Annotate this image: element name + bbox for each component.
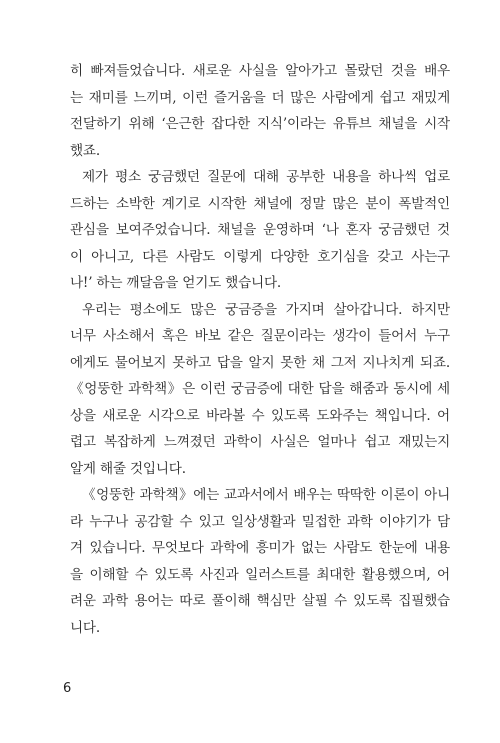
text-line: 전달하기 위해 ‘은근한 잡다한 지식’이라는 유튜브 채널을 시작 [70,116,450,132]
text-line: 니다. [70,619,100,636]
paragraph [70,297,450,483]
text-line: 나!’ 하는 깨달음을 얻기도 했습니다. [70,275,282,291]
text-line: 렵고 복잡하게 느껴졌던 과학이 사실은 얼마나 쉽고 재밌는지 [70,434,450,450]
text-line: 이 아니고, 다른 사람도 이렇게 다양한 호기심을 갖고 사는구 [70,248,450,265]
text-line: 했죠. [70,142,100,159]
text-line: 너무 사소해서 혹은 바보 같은 질문이라는 생각이 들어서 누구 [70,328,450,344]
text-line: 는 재미를 느끼며, 이런 즐거움을 더 많은 사람에게 쉽고 재밌게 [70,89,450,106]
text-line: 라 누구나 공감할 수 있고 일상생활과 밀접한 과학 이야기가 담 [70,513,450,530]
text-line: 《엉뚱한 과학책》에는 교과서에서 배우는 딱딱한 이론이 아니 [82,487,450,503]
text-line: 겨 있습니다. 무엇보다 과학에 흥미가 없는 사람도 한눈에 내용 [70,540,450,556]
text-line: 우리는 평소에도 많은 궁금증을 가지며 살아갑니다. 하지만 [82,301,450,318]
body-text [70,58,450,641]
text-line: 알게 해줄 것입니다. [70,460,186,477]
text-line: 을 이해할 수 있도록 사진과 일러스트를 최대한 활용했으며, 어 [70,566,450,583]
text-line: 히 빠져들었습니다. 새로운 사실을 알아가고 몰랐던 것을 배우 [70,63,450,79]
paragraph [70,482,450,641]
text-line: 드하는 소박한 계기로 시작한 채널에 정말 많은 분이 폭발적인 [70,195,450,212]
text-line: 관심을 보여주었습니다. 채널을 운영하며 ‘나 혼자 궁금했던 것 [70,222,450,238]
text-line: 려운 과학 용어는 따로 풀이해 핵심만 살필 수 있도록 집필했습 [70,593,450,609]
text-line: 에게도 물어보지 못하고 답을 알지 못한 채 그저 지나치게 되죠. [70,354,450,371]
text-line: 제가 평소 궁금했던 질문에 대해 공부한 내용을 하나씩 업로 [82,169,450,185]
text-line: 《엉뚱한 과학책》은 이런 궁금증에 대한 답을 해줌과 동시에 세 [70,381,450,397]
page-number: 6 [63,681,72,696]
paragraph [70,58,450,164]
paragraph [70,164,450,297]
text-line: 상을 새로운 시각으로 바라볼 수 있도록 도와주는 책입니다. 어 [70,407,450,424]
